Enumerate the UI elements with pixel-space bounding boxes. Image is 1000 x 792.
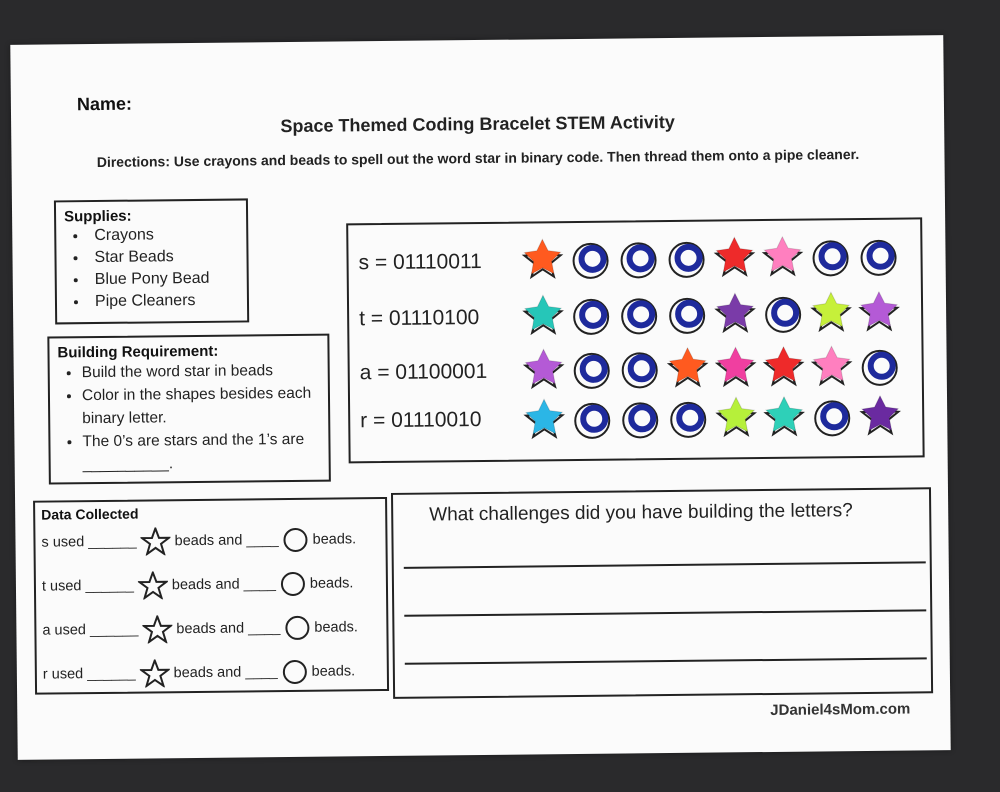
list-item: • Color in the shapes besides each binary letter. (82, 382, 320, 430)
binary-row-s: s = 01110011 (358, 249, 482, 275)
data-row-middle: beads and ____ (171, 576, 276, 594)
data-row-prefix: r used ______ (42, 665, 136, 683)
data-row-suffix: beads. (314, 619, 358, 636)
supplies-list (64, 224, 239, 314)
challenges-box (391, 487, 933, 699)
data-row-middle: beads and ____ (173, 664, 278, 682)
data-row-t (42, 569, 354, 600)
circle-outline-icon (281, 659, 307, 685)
data-row-prefix: a used ______ (42, 621, 139, 639)
pony-bead-icon (623, 353, 657, 387)
website-credit: JDaniel4sMom.com (770, 700, 911, 719)
pony-bead-icon (575, 354, 609, 388)
pony-bead-icon (622, 299, 656, 333)
binary-row-a: a = 01100001 (359, 359, 488, 385)
pony-bead-icon (573, 244, 607, 278)
data-row-s (41, 525, 356, 556)
data-row-prefix: s used ______ (41, 533, 137, 551)
list-item: • The 0’s are stars and the 1’s are __________. (82, 428, 320, 476)
star-bead-icon (669, 348, 706, 386)
pony-bead-icon (815, 401, 849, 435)
list-item: • Crayons (88, 224, 238, 248)
data-row-suffix: beads. (311, 663, 356, 680)
star-bead-icon (525, 295, 562, 333)
pony-bead-icon (575, 404, 609, 438)
star-bead-icon (716, 237, 753, 275)
star-bead-icon (766, 397, 803, 435)
page-title: Space Themed Coding Bracelet STEM Activity (280, 111, 675, 137)
star-bead-icon (813, 292, 850, 330)
answer-line (404, 561, 926, 568)
data-row-a (42, 613, 358, 644)
data-row-middle: beads and ____ (174, 532, 279, 550)
worksheet (10, 35, 950, 760)
pony-bead-icon (669, 243, 703, 277)
list-item: • Star Beads (88, 246, 238, 270)
pony-bead-icon (671, 403, 705, 437)
circle-outline-icon (283, 527, 309, 553)
star-bead-icon (764, 237, 801, 275)
star-outline-icon (139, 659, 169, 687)
directions-text: Directions: Use crayons and beads to spell out the word star in binary code. Then thread them onto a pipe cleaner. (96, 146, 860, 171)
answer-line (404, 609, 926, 616)
challenges-question: What challenges did you have building the letters? (429, 500, 853, 526)
star-outline-icon (138, 571, 168, 599)
star-bead-icon (524, 239, 561, 277)
binary-row-r: r = 01110010 (360, 407, 482, 433)
pony-bead-icon (863, 351, 897, 385)
data-row-middle: beads and ____ (176, 620, 281, 638)
data-collected-box (33, 497, 389, 695)
pony-bead-icon (574, 300, 608, 334)
binary-code-box (346, 217, 924, 463)
answer-line (405, 657, 927, 664)
data-row-suffix: beads. (309, 575, 354, 592)
pony-bead-icon (766, 298, 800, 332)
star-bead-icon (717, 347, 754, 385)
star-bead-icon (526, 399, 563, 437)
name-label: Name: (76, 93, 133, 115)
pony-bead-icon (621, 243, 655, 277)
circle-outline-icon (280, 571, 306, 597)
pony-bead-icon (861, 241, 895, 275)
list-item: • Build the word star in beads (82, 359, 320, 384)
building-requirement-box (47, 334, 331, 485)
pony-bead-icon (623, 403, 657, 437)
star-bead-icon (718, 397, 755, 435)
star-bead-icon (717, 293, 754, 331)
building-title: Building Requirement: (57, 342, 219, 362)
list-item: • Pipe Cleaners (89, 290, 239, 314)
star-outline-icon (140, 527, 170, 555)
pony-bead-icon (813, 241, 847, 275)
star-bead-icon (765, 347, 802, 385)
data-row-prefix: t used ______ (41, 577, 134, 595)
supplies-box (54, 198, 249, 324)
data-row-suffix: beads. (312, 531, 357, 548)
list-item: • Blue Pony Bead (89, 268, 239, 292)
pony-bead-icon (670, 299, 704, 333)
star-outline-icon (142, 615, 172, 643)
binary-row-t: t = 01110100 (359, 306, 480, 331)
bead-grid (518, 219, 920, 459)
star-bead-icon (525, 349, 562, 387)
star-bead-icon (862, 396, 899, 434)
supplies-title: Supplies: (63, 207, 132, 226)
circle-outline-icon (284, 615, 310, 641)
data-row-r (43, 657, 356, 688)
building-list (58, 359, 321, 477)
data-collected-title: Data Collected (41, 505, 139, 523)
star-bead-icon (861, 292, 898, 330)
star-bead-icon (813, 346, 850, 384)
